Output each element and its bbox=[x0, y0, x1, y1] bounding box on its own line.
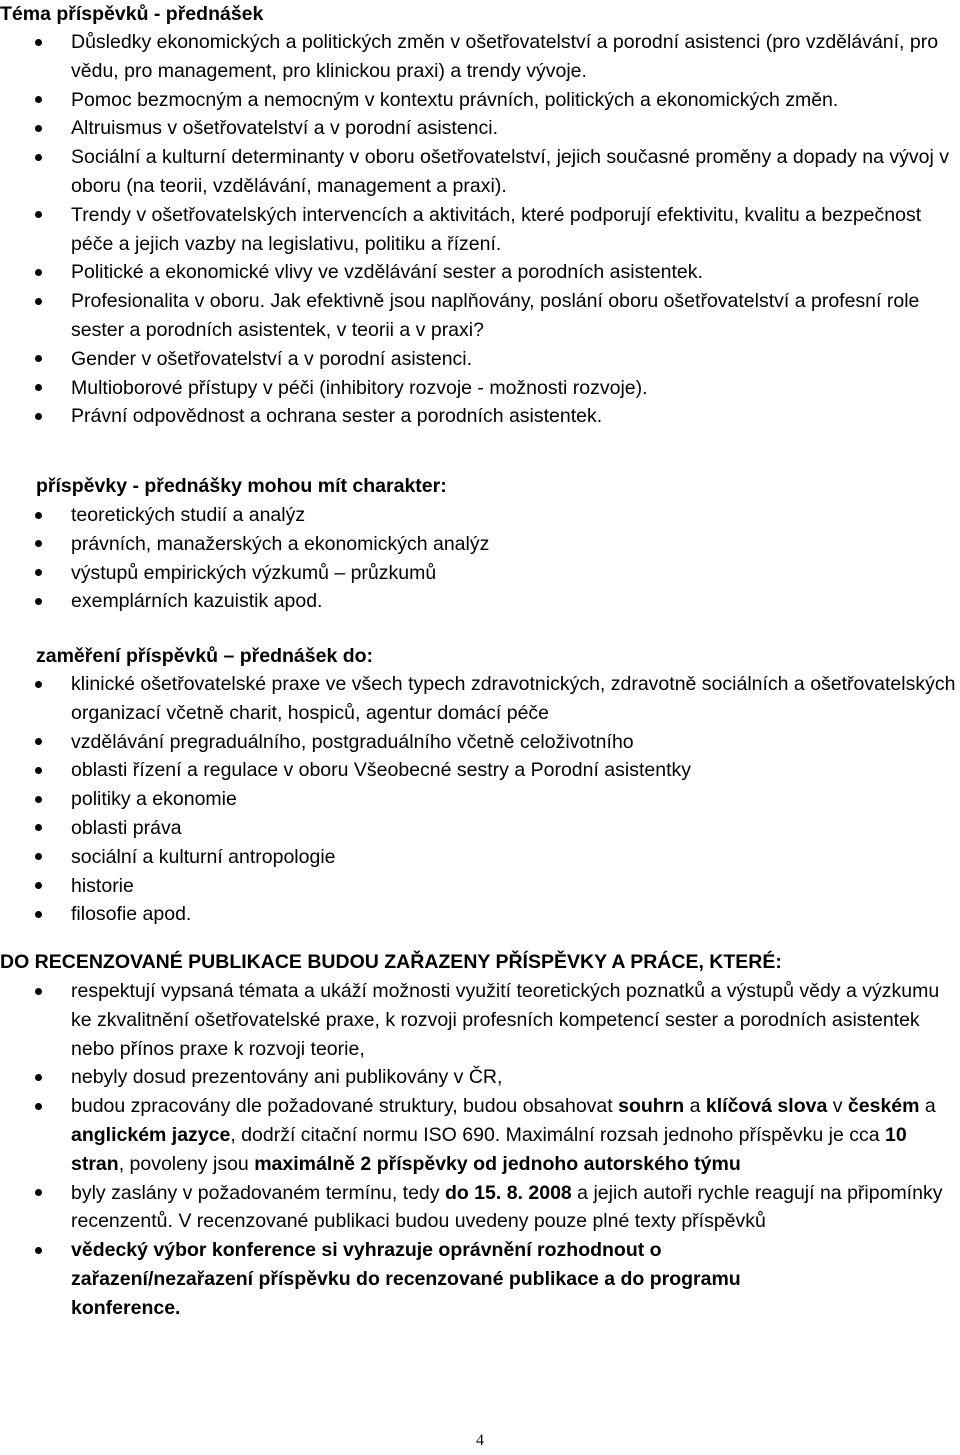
list-item: Sociální a kulturní determinanty v oboru ošetřovatelství, jejich současné proměny a dopady na vývoj v oboru (na teorii, vzdělávání, management a praxi). bbox=[0, 143, 960, 201]
list-item: Altruismus v ošetřovatelství a v porodní asistenci. bbox=[0, 114, 960, 143]
list-item: exemplárních kazuistik apod. bbox=[0, 587, 960, 616]
text-run: , povoleny jsou bbox=[118, 1152, 255, 1175]
list-item: Multioborové přístupy v péči (inhibitory rozvoje - možnosti rozvoje). bbox=[0, 374, 960, 403]
bold-run: 10 stran bbox=[71, 1123, 907, 1175]
list-item: nebyly dosud prezentovány ani publikovány v ČR, bbox=[0, 1063, 960, 1092]
page-number: 4 bbox=[476, 1432, 484, 1449]
list-item: oblasti práva bbox=[0, 814, 960, 843]
list-item: Pomoc bezmocným a nemocným v kontextu právních, politických a ekonomických změn. bbox=[0, 86, 960, 115]
list-item: politiky a ekonomie bbox=[0, 785, 960, 814]
bold-run: souhrn bbox=[618, 1095, 685, 1118]
list-item: Politické a ekonomické vlivy ve vzdělávání sester a porodních asistentek. bbox=[0, 258, 960, 287]
list-item bbox=[0, 1179, 960, 1237]
bold-run: anglickém jazyce bbox=[71, 1123, 231, 1146]
list-item: Důsledky ekonomických a politických změn v ošetřovatelství a porodní asistenci (pro vzdělávání, pro vědu, pro management, pro klinickou praxi) a trendy vývoje. bbox=[0, 28, 960, 86]
list-item: Trendy v ošetřovatelských intervencích a aktivitách, které podporují efektivitu, kvalitu a bezpečnost péče a jejich vazby na legislativu, politiku a řízení. bbox=[0, 201, 960, 259]
list-item: teoretických studií a analýz bbox=[0, 501, 960, 530]
list-item: vzdělávání pregraduálního, postgraduálního včetně celoživotního bbox=[0, 728, 960, 757]
list-item: filosofie apod. bbox=[0, 900, 960, 929]
topics-list bbox=[0, 28, 960, 431]
list-item: výstupů empirických výzkumů – průzkumů bbox=[0, 559, 960, 588]
section-heading-criteria: DO RECENZOVANÉ PUBLIKACE BUDOU ZAŘAZENY PŘÍSPĚVKY A PRÁCE, KTERÉ: bbox=[0, 951, 782, 973]
list-item bbox=[0, 1092, 960, 1178]
list-item: respektují vypsaná témata a ukáží možnosti využití teoretických poznatků a výstupů vědy a výzkumu ke zkvalitnění ošetřovatelské praxe, k rozvoji profesních kompetencí sester a porodních asistentek nebo přínos praxe k rozvoji teorie, bbox=[0, 977, 960, 1063]
character-list bbox=[0, 501, 960, 616]
bold-run: českém bbox=[847, 1095, 920, 1118]
text-run: a bbox=[684, 1095, 706, 1118]
list-item: vědecký výbor konference si vyhrazuje oprávnění rozhodnout o zařazení/nezařazení příspěvku do recenzované publikace a do programu konference. bbox=[0, 1236, 960, 1322]
list-item: Právní odpovědnost a ochrana sester a porodních asistentek. bbox=[0, 402, 960, 431]
list-item: oblasti řízení a regulace v oboru Všeobecné sestry a Porodní asistentky bbox=[0, 756, 960, 785]
text-run: a bbox=[919, 1095, 936, 1118]
section-heading-character: příspěvky - přednášky mohou mít charakter: bbox=[36, 475, 447, 497]
bold-run: klíčová slova bbox=[705, 1095, 828, 1118]
text-run: budou zpracovány dle požadované struktury, budou obsahovat bbox=[71, 1095, 619, 1118]
list-item: klinické ošetřovatelské praxe ve všech typech zdravotnických, zdravotně sociálních a ošetřovatelských organizací včetně charit, hospiců, agentur domácí péče bbox=[0, 670, 960, 728]
bold-run: do 15. 8. 2008 bbox=[444, 1181, 572, 1204]
list-item: sociální a kulturní antropologie bbox=[0, 843, 960, 872]
focus-list bbox=[0, 670, 960, 929]
text-run: , dodrží citační normu ISO 690. Maximální rozsah jednoho příspěvku je cca bbox=[230, 1123, 885, 1146]
section-heading-topics: Téma příspěvků - přednášek bbox=[0, 3, 264, 25]
bold-run: maximálně 2 příspěvky od jednoho autorského týmu bbox=[254, 1152, 741, 1175]
text-run: a jejich autoři rychle reagují na připomínky recenzentů. V recenzované publikaci budou uvedeny pouze plné texty příspěvků bbox=[71, 1181, 943, 1233]
criteria-list bbox=[0, 977, 960, 1323]
text-run: v bbox=[827, 1095, 848, 1118]
list-item: historie bbox=[0, 872, 960, 901]
text-run: byly zaslány v požadovaném termínu, tedy bbox=[71, 1181, 445, 1204]
list-item: Gender v ošetřovatelství a v porodní asistenci. bbox=[0, 345, 960, 374]
list-item: právních, manažerských a ekonomických analýz bbox=[0, 530, 960, 559]
section-heading-focus: zaměření příspěvků – přednášek do: bbox=[36, 645, 374, 667]
list-item: Profesionalita v oboru. Jak efektivně jsou naplňovány, poslání oboru ošetřovatelství a profesní role sester a porodních asistentek, v teorii a v praxi? bbox=[0, 287, 960, 345]
